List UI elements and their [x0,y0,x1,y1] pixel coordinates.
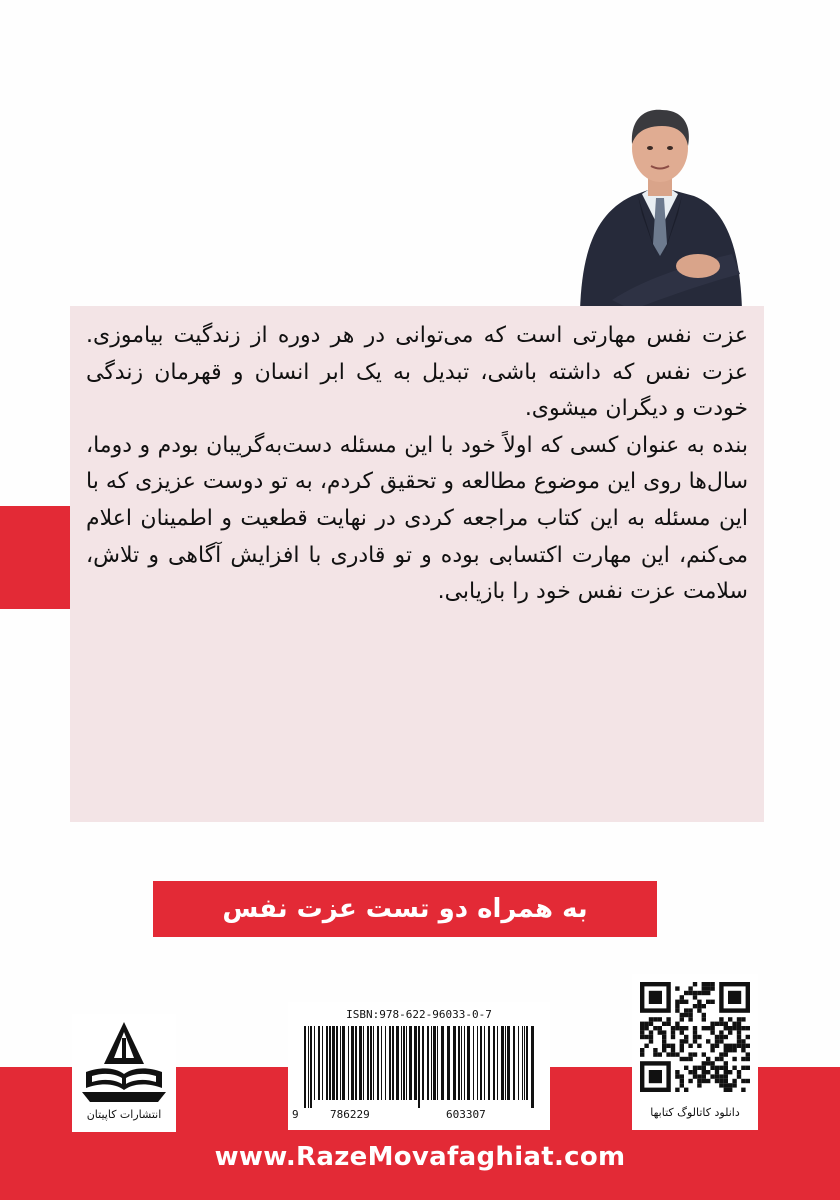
qr-module [746,1079,750,1083]
barcode-bar [473,1026,474,1100]
qr-module [702,1013,706,1017]
qr-module [693,982,697,986]
barcode-bar [326,1026,328,1100]
qr-module [724,1074,728,1078]
qr-module [706,991,710,995]
barcode-bar [355,1026,357,1100]
qr-module [724,1083,728,1087]
qr-module [680,1079,684,1083]
qr-module [693,1026,697,1030]
qr-module [671,1048,675,1052]
barcode-bar [518,1026,519,1100]
qr-module [688,1013,692,1017]
barcode-bar [351,1026,354,1100]
qr-module [706,1039,710,1043]
qr-module [746,1066,750,1070]
barcode-bar [377,1026,379,1100]
qr-module [662,1039,666,1043]
qr-module [644,1035,648,1039]
qr-module [675,1008,679,1012]
qr-module [741,1066,745,1070]
barcode-bar [308,1026,309,1108]
qr-module [719,1022,723,1026]
barcode-bar [467,1026,470,1100]
qr-module [693,1070,697,1074]
qr-module [684,1066,688,1070]
barcode-bar [401,1026,402,1100]
barcode-bar [318,1026,320,1100]
qr-module [702,1017,706,1021]
barcode-bar [488,1026,490,1100]
qr-module [710,1048,714,1052]
barcode-bar [310,1026,312,1108]
qr-module [746,1026,750,1030]
qr-module [728,1083,732,1087]
qr-module [640,1030,644,1034]
qr-module [715,1035,719,1039]
qr-module [719,1017,723,1021]
qr-module [653,1052,657,1056]
barcode-bar [340,1026,341,1100]
qr-module [684,1039,688,1043]
qr-module [702,1079,706,1083]
qr-module [728,1017,732,1021]
qr-module [746,1057,750,1061]
barcode-bar [493,1026,495,1100]
qr-module [702,1066,706,1070]
qr-module [741,1057,745,1061]
qr-module [658,1052,662,1056]
barcode-bar [464,1026,465,1100]
qr-module [640,1052,644,1056]
qr-module [715,1044,719,1048]
qr-module [680,1048,684,1052]
qr-module [640,1035,644,1039]
qr-module [671,1035,675,1039]
qr-module [724,1048,728,1052]
qr-module [710,982,714,986]
qr-module [666,1022,670,1026]
qr-module [724,1079,728,1083]
qr-module [658,1017,662,1021]
qr-module [737,1030,741,1034]
tests-banner: به همراه دو تست عزت نفس [153,881,657,937]
qr-module [719,1057,723,1061]
qr-code-icon [640,982,750,1092]
qr-module [706,1070,710,1074]
qr-module [715,1066,719,1070]
barcode-bar [381,1026,382,1100]
qr-module [737,1022,741,1026]
qr-module [724,1070,728,1074]
barcode-group-2: 603307 [446,1108,486,1121]
qr-module [688,1079,692,1083]
qr-module [697,1074,701,1078]
qr-module [746,1035,750,1039]
qr-caption: دانلود کاتالوگ کتابها [650,1106,740,1119]
barcode-bar [304,1026,306,1108]
qr-module [710,1030,714,1034]
qr-module [724,1035,728,1039]
qr-module [702,1074,706,1078]
barcode-bar [385,1026,386,1100]
barcode-bar [422,1026,424,1100]
qr-module [693,1035,697,1039]
qr-module [719,1074,723,1078]
qr-module [675,1000,679,1004]
qr-module [710,1061,714,1065]
qr-module [680,1044,684,1048]
qr-module [706,986,710,990]
isbn-barcode [288,1002,550,1130]
qr-module [728,1030,732,1034]
qr-module [688,1057,692,1061]
qr-module [715,1039,719,1043]
barcode-bar [359,1026,362,1100]
qr-module [702,991,706,995]
description-paragraph-2: بنده به عنوان کسی که اولاً خود با این مسئله دست‌به‌گریبان بودم و دوما، سال‌ها روی این موضوع مطالعه و تحقیق کردم، به تو دوست عزیزی که با این مسئله به این کتاب مراجعه کردی در نهایت قطعیت و اطمینان اعلام می‌کنم، این مهارت اکتسابی بوده و تو قادری با افزایش آگاهی و تلاش، سلامت عزت نفس خود را بازیابی. [86,432,748,605]
barcode-bar [314,1026,315,1100]
barcode-bar [342,1026,345,1100]
qr-module [706,1026,710,1030]
qr-module [724,1022,728,1026]
qr-module [640,1048,644,1052]
qr-module [715,1079,719,1083]
qr-module [715,1070,719,1074]
qr-module [693,1039,697,1043]
barcode-bar [531,1026,534,1108]
barcode-bar [396,1026,399,1100]
qr-module [680,1026,684,1030]
qr-module [724,1066,728,1070]
qr-module [741,1017,745,1021]
qr-module [719,1052,723,1056]
qr-module [662,1030,666,1034]
qr-module [697,1044,701,1048]
qr-module [688,1070,692,1074]
qr-module [653,1048,657,1052]
barcode-bar [431,1026,432,1100]
qr-module [640,1026,644,1030]
qr-module [715,1022,719,1026]
qr-module [710,1026,714,1030]
qr-module [719,1030,723,1034]
qr-module [675,1074,679,1078]
barcode-bar [329,1026,331,1100]
qr-module [693,1066,697,1070]
qr-module [697,1066,701,1070]
qr-module [728,1070,732,1074]
qr-module [737,1017,741,1021]
barcode-bar [453,1026,456,1100]
ship-book-logo-icon [72,1014,176,1108]
qr-module [693,995,697,999]
qr-module [737,1039,741,1043]
red-side-stripe [0,506,70,609]
qr-module [710,1044,714,1048]
barcode-bar [363,1026,364,1100]
qr-module [675,1070,679,1074]
qr-module [741,1048,745,1052]
barcode-digit-prefix: 9 [292,1108,299,1121]
qr-module [649,1022,653,1026]
barcode-bar [484,1026,485,1100]
qr-module [688,1008,692,1012]
qr-module [688,1052,692,1056]
qr-module [719,1039,723,1043]
qr-module [741,1044,745,1048]
qr-module [649,1035,653,1039]
barcode-bar [526,1026,528,1100]
qr-module [737,1074,741,1078]
qr-module [702,1052,706,1056]
barcode-bar [414,1026,417,1100]
qr-code-panel [632,974,758,1130]
barcode-bar [505,1026,506,1100]
qr-module [658,1026,662,1030]
qr-module [671,1052,675,1056]
qr-module [693,1004,697,1008]
qr-module [644,1026,648,1030]
qr-module [671,1030,675,1034]
qr-module [671,1026,675,1030]
qr-module [741,1039,745,1043]
qr-module [649,1039,653,1043]
qr-module [680,995,684,999]
qr-module [684,1008,688,1012]
qr-module [693,991,697,995]
qr-module [680,1000,684,1004]
qr-finder [649,991,662,1004]
barcode-bar [524,1026,525,1100]
qr-module [728,1048,732,1052]
barcode-bar [477,1026,478,1100]
barcode-bar [447,1026,450,1100]
qr-module [706,1000,710,1004]
qr-module [644,1044,648,1048]
qr-module [688,1017,692,1021]
barcode-bar [458,1026,460,1100]
barcode-bar [392,1026,394,1100]
qr-module [684,1088,688,1092]
barcode-bar [332,1026,335,1100]
qr-module [702,1070,706,1074]
qr-module [697,1008,701,1012]
website-url: www.RazeMovafaghiat.com [214,1142,626,1172]
qr-module [724,1052,728,1056]
barcode-bar [513,1026,515,1100]
barcode-bar [480,1026,482,1100]
qr-module [702,1026,706,1030]
qr-module [684,1057,688,1061]
barcode-bar [370,1026,372,1100]
qr-module [737,1070,741,1074]
qr-module [710,986,714,990]
qr-module [680,1057,684,1061]
qr-module [732,1022,736,1026]
qr-module [697,1004,701,1008]
qr-module [653,1017,657,1021]
qr-module [662,1035,666,1039]
qr-module [737,1026,741,1030]
qr-module [702,1004,706,1008]
barcode-bar [507,1026,510,1100]
qr-module [675,1052,679,1056]
qr-module [697,1000,701,1004]
barcode-bar [501,1026,504,1100]
barcode-bar [406,1026,407,1100]
qr-module [724,1061,728,1065]
qr-module [715,1057,719,1061]
qr-module [719,1079,723,1083]
qr-module [732,1048,736,1052]
qr-module [666,1017,670,1021]
qr-module [724,1088,728,1092]
qr-module [666,1044,670,1048]
qr-module [697,1035,701,1039]
qr-module [653,1026,657,1030]
barcode-bar [389,1026,391,1100]
qr-module [688,986,692,990]
qr-finder [649,1070,662,1083]
qr-module [680,1083,684,1087]
qr-module [706,1057,710,1061]
barcode-bar [348,1026,349,1100]
qr-module [693,1074,697,1078]
isbn-label: ISBN:978-622-96033-0-7 [346,1008,492,1021]
qr-module [706,982,710,986]
qr-module [671,1044,675,1048]
qr-module [688,991,692,995]
qr-module [737,1044,741,1048]
qr-module [649,1017,653,1021]
qr-module [719,1066,723,1070]
qr-module [680,1074,684,1078]
qr-module [746,1044,750,1048]
qr-module [684,1035,688,1039]
qr-module [684,1026,688,1030]
qr-module [640,1022,644,1026]
qr-module [710,1074,714,1078]
qr-module [706,1079,710,1083]
qr-module [680,1030,684,1034]
barcode-bar [373,1026,374,1100]
qr-module [732,1044,736,1048]
qr-module [732,1026,736,1030]
qr-module [732,1083,736,1087]
qr-module [662,1048,666,1052]
barcode-bar [437,1026,438,1100]
qr-module [732,1066,736,1070]
qr-module [706,1061,710,1065]
author-photo [572,104,748,310]
qr-module [662,1022,666,1026]
barcode-bar [497,1026,498,1100]
barcode-group-1: 786229 [330,1108,370,1121]
qr-module [697,991,701,995]
qr-module [724,1026,728,1030]
publisher-name: انتشارات کاپیتان [86,1108,162,1121]
barcode-bar [418,1026,420,1108]
qr-module [684,991,688,995]
qr-module [662,1044,666,1048]
description-text [86,318,748,611]
qr-module [719,1083,723,1087]
qr-module [649,1030,653,1034]
qr-module [675,1022,679,1026]
barcode-bar [367,1026,369,1100]
qr-module [680,1017,684,1021]
barcode-bars [302,1026,538,1108]
qr-module [675,1088,679,1092]
barcode-bar [403,1026,405,1100]
qr-module [688,1044,692,1048]
barcode-bar [522,1026,523,1100]
qr-module [702,1061,706,1065]
qr-module [680,1013,684,1017]
qr-module [684,1000,688,1004]
qr-module [675,1026,679,1030]
qr-module [680,1039,684,1043]
publisher-logo [72,1014,176,1132]
barcode-bar [336,1026,338,1100]
qr-module [693,1052,697,1056]
qr-module [702,982,706,986]
qr-module [728,1026,732,1030]
qr-module [684,1013,688,1017]
qr-module [741,1088,745,1092]
qr-module [728,1044,732,1048]
barcode-bar [441,1026,444,1100]
qr-module [710,1000,714,1004]
qr-module [658,1030,662,1034]
qr-finder [728,991,741,1004]
qr-module [728,1088,732,1092]
qr-module [710,1022,714,1026]
barcode-bar [322,1026,323,1100]
barcode-bar [433,1026,436,1100]
qr-module [675,1004,679,1008]
qr-module [693,1030,697,1034]
qr-module [666,1052,670,1056]
qr-module [644,1022,648,1026]
qr-module [715,1074,719,1078]
qr-module [702,986,706,990]
qr-module [675,986,679,990]
qr-module [741,1079,745,1083]
qr-module [737,1035,741,1039]
barcode-bar [409,1026,412,1100]
qr-module [719,1035,723,1039]
description-paragraph-1: عزت نفس مهارتی است که می‌توانی در هر دوره از زندگیت بیاموزی. عزت نفس که داشته باشی، تبدیل به یک ابر انسان و قهرمان زندگی خودت و دیگران میشوی. [86,323,748,422]
qr-module [710,1066,714,1070]
qr-module [732,1079,736,1083]
barcode-bar [427,1026,429,1100]
qr-module [724,1044,728,1048]
qr-module [697,1083,701,1087]
qr-module [746,1052,750,1056]
qr-module [697,1079,701,1083]
qr-module [741,1026,745,1030]
barcode-bar [461,1026,462,1100]
qr-module [732,1057,736,1061]
